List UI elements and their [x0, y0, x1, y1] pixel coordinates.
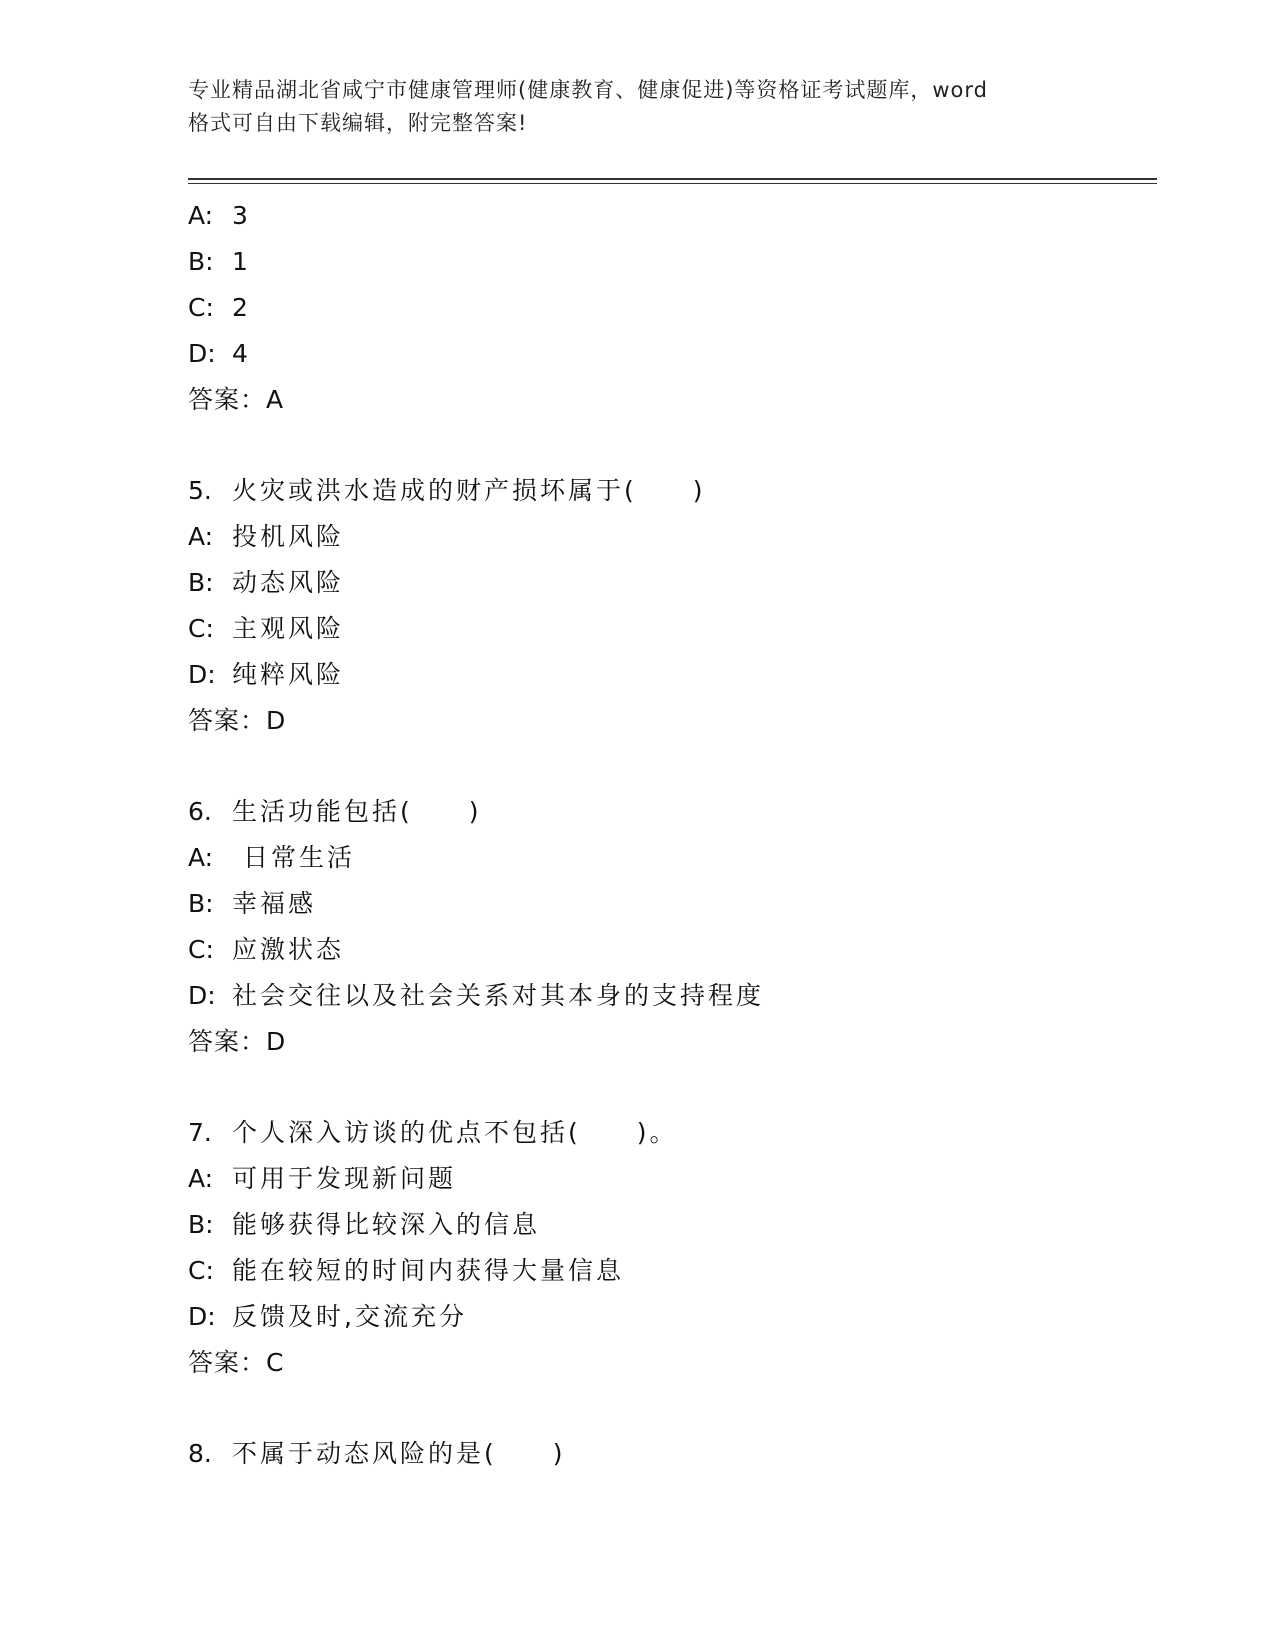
question-stem	[188, 1431, 1148, 1477]
header-line-2: 格式可自由下载编辑，附完整答案!	[188, 111, 528, 135]
question-stem	[188, 1110, 1148, 1156]
question-text: 生活功能包括( )	[232, 797, 482, 826]
option-c	[188, 606, 1148, 652]
option-a	[188, 1156, 1148, 1202]
option-text: 可用于发现新问题	[232, 1164, 457, 1193]
option-d	[188, 331, 1148, 377]
question-text: 个人深入访谈的优点不包括( )。	[232, 1118, 678, 1147]
answer-line: 答案：D	[188, 706, 287, 735]
option-letter: A:	[188, 1164, 214, 1193]
option-a	[188, 835, 1148, 881]
question-block-8	[188, 1431, 1148, 1477]
option-text: 反馈及时,交流充分	[232, 1302, 467, 1331]
option-letter: C:	[188, 614, 214, 643]
option-b	[188, 560, 1148, 606]
option-d	[188, 1294, 1148, 1340]
question-number: 5.	[188, 476, 212, 505]
option-c	[188, 927, 1148, 973]
option-text: 1	[232, 247, 251, 276]
option-letter: D:	[188, 339, 216, 368]
option-text: 纯粹风险	[232, 660, 345, 689]
question-number: 6.	[188, 797, 212, 826]
answer-line: 答案：D	[188, 1027, 287, 1056]
option-letter: C:	[188, 293, 214, 322]
answer-line: 答案：C	[188, 1348, 285, 1377]
option-c	[188, 285, 1148, 331]
option-text: 4	[232, 339, 251, 368]
option-letter: C:	[188, 935, 214, 964]
option-letter: A:	[188, 843, 214, 872]
option-a	[188, 514, 1148, 560]
question-number: 7.	[188, 1118, 212, 1147]
option-text: 投机风险	[232, 522, 345, 551]
option-text: 幸福感	[232, 889, 317, 918]
question-block-5	[188, 468, 1148, 744]
option-letter: C:	[188, 1256, 214, 1285]
option-letter: B:	[188, 247, 214, 276]
option-text: 3	[232, 201, 251, 230]
question-block-prev	[188, 193, 1148, 423]
option-d	[188, 973, 1148, 1019]
question-text: 火灾或洪水造成的财产损坏属于( )	[232, 476, 706, 505]
answer-line: 答案：A	[188, 385, 285, 414]
option-text: 日常生活	[232, 843, 355, 872]
option-letter: D:	[188, 1302, 216, 1331]
option-b	[188, 881, 1148, 927]
option-letter: B:	[188, 889, 214, 918]
header-divider	[188, 178, 1157, 180]
option-text: 社会交往以及社会关系对其本身的支持程度	[232, 981, 765, 1010]
option-letter: A:	[188, 201, 214, 230]
option-text: 能够获得比较深入的信息	[232, 1210, 541, 1239]
option-letter: D:	[188, 981, 216, 1010]
spacer	[188, 1386, 1148, 1431]
spacer	[188, 423, 1148, 468]
option-b	[188, 1202, 1148, 1248]
option-text: 应激状态	[232, 935, 345, 964]
question-list	[188, 193, 1148, 1477]
option-text: 2	[232, 293, 251, 322]
option-d	[188, 652, 1148, 698]
option-letter: A:	[188, 522, 214, 551]
spacer	[188, 744, 1148, 789]
option-a	[188, 193, 1148, 239]
question-stem	[188, 468, 1148, 514]
header-divider-thin	[188, 183, 1157, 184]
option-letter: D:	[188, 660, 216, 689]
question-number: 8.	[188, 1439, 212, 1468]
option-b	[188, 239, 1148, 285]
question-text: 不属于动态风险的是( )	[232, 1439, 566, 1468]
option-letter: B:	[188, 1210, 214, 1239]
question-block-7	[188, 1110, 1148, 1386]
question-block-6	[188, 789, 1148, 1065]
question-stem	[188, 789, 1148, 835]
header-line-1: 专业精品湖北省咸宁市健康管理师(健康教育、健康促进)等资格证考试题库，word	[188, 78, 989, 102]
option-letter: B:	[188, 568, 214, 597]
document-header	[188, 74, 1088, 140]
option-text: 主观风险	[232, 614, 345, 643]
spacer	[188, 1065, 1148, 1110]
option-c	[188, 1248, 1148, 1294]
option-text: 能在较短的时间内获得大量信息	[232, 1256, 625, 1285]
option-text: 动态风险	[232, 568, 345, 597]
